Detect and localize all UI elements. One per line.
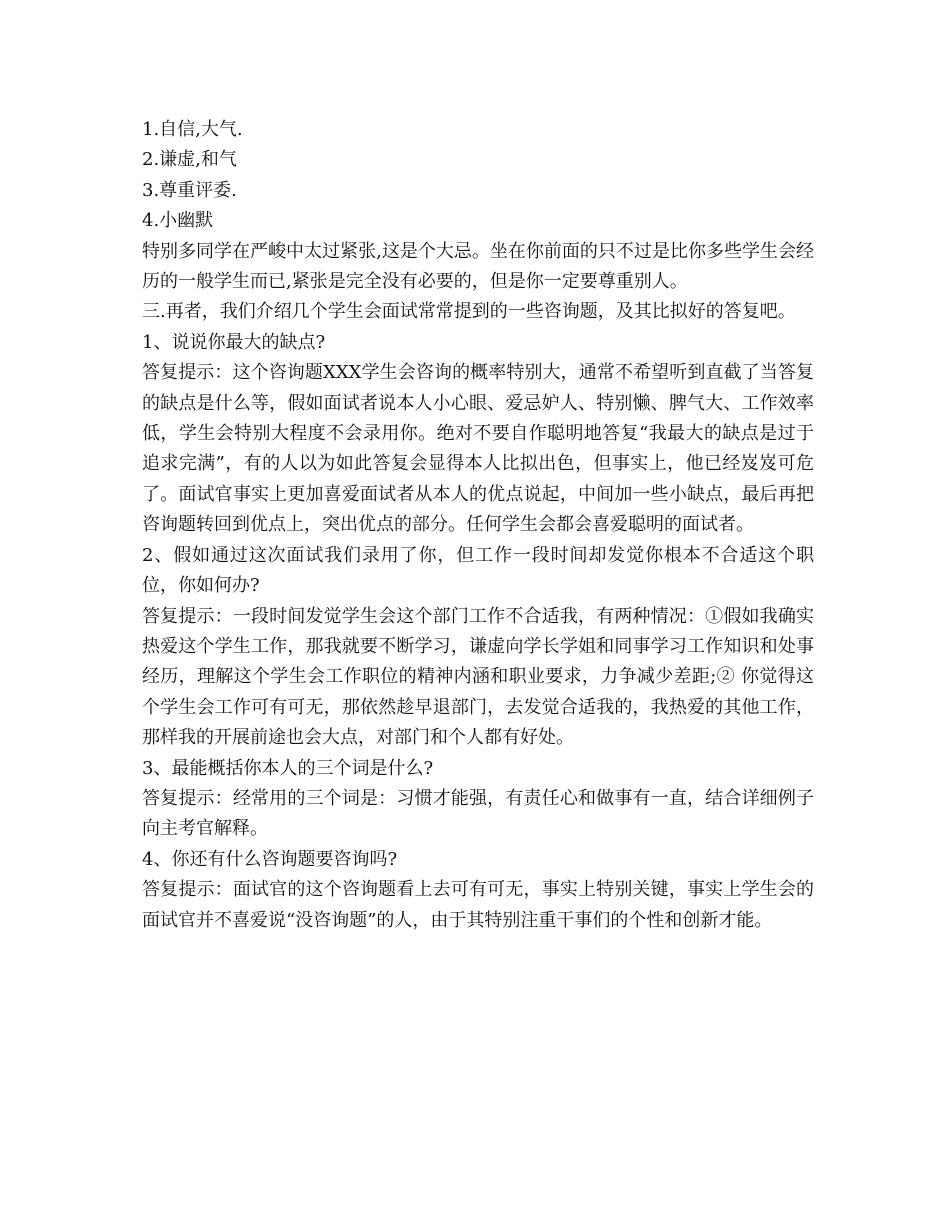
document-body xyxy=(142,115,814,936)
question-4: 4、你还有什么咨询题要咨询吗? xyxy=(142,848,398,870)
list-item-2: 2.谦虚,和气 xyxy=(142,149,237,171)
section-heading-3: 三.再者，我们介绍几个学生会面试常常提到的一些咨询题，及其比拟好的答复吧。 xyxy=(142,301,796,323)
question-2: 2、假如通过这次面试我们录用了你，但工作一段时间却发觉你根本不合适这个职位，你如何办? xyxy=(142,544,814,597)
question-3: 3、最能概括你本人的三个词是什么? xyxy=(142,757,434,779)
list-item-4: 4.小幽默 xyxy=(142,210,214,232)
paragraph-nervous: 特别多同学在严峻中太过紧张,这是个大忌。坐在你前面的只不过是比你多些学生会经历的一般学生而已,紧张是完全没有必要的，但是你一定要尊重别人。 xyxy=(142,240,814,293)
question-1: 1、说说你最大的缺点? xyxy=(142,331,326,353)
answer-3: 答复提示：经常用的三个词是：习惯才能强，有责任心和做事有一直，结合详细例子向主考官解释。 xyxy=(142,787,814,840)
answer-2: 答复提示：一段时间发觉学生会这个部门工作不合适我，有两种情况：①假如我确实热爱这个学生工作，那我就要不断学习，谦虚向学长学姐和同事学习工作知识和处事经历，理解这个学生会工作职位的精神内涵和职业要求，力争减少差距;② 你觉得这个学生会工作可有可无，那依然趁早退部门，去发觉合适我的，我热爱的其他工作，那样我的开展前途也会大点，对部门和个人都有好处。 xyxy=(142,605,814,749)
list-item-3: 3.尊重评委. xyxy=(142,179,237,201)
answer-4: 答复提示：面试官的这个咨询题看上去可有可无，事实上特别关键，事实上学生会的面试官并不喜爱说“没咨询题”的人，由于其特别注重干事们的个性和创新才能。 xyxy=(142,879,814,931)
list-item-1: 1.自信,大气. xyxy=(142,119,243,140)
answer-1: 答复提示：这个咨询题XXX学生会咨询的概率特别大，通常不希望听到直截了当答复的缺点是什么等，假如面试者说本人小心眼、爱忌妒人、特别懒、脾气大、工作效率低，学生会特别大程度不会录用你。绝对不要自作聪明地答复“我最大的缺点是过于追求完满”，有的人以为如此答复会显得本人比拟出色，但事实上，他已经岌岌可危了。面试官事实上更加喜爱面试者从本人的优点说起，中间加一些小缺点，最后再把咨询题转回到优点上，突出优点的部分。任何学生会都会喜爱聪明的面试者。 xyxy=(142,362,814,536)
